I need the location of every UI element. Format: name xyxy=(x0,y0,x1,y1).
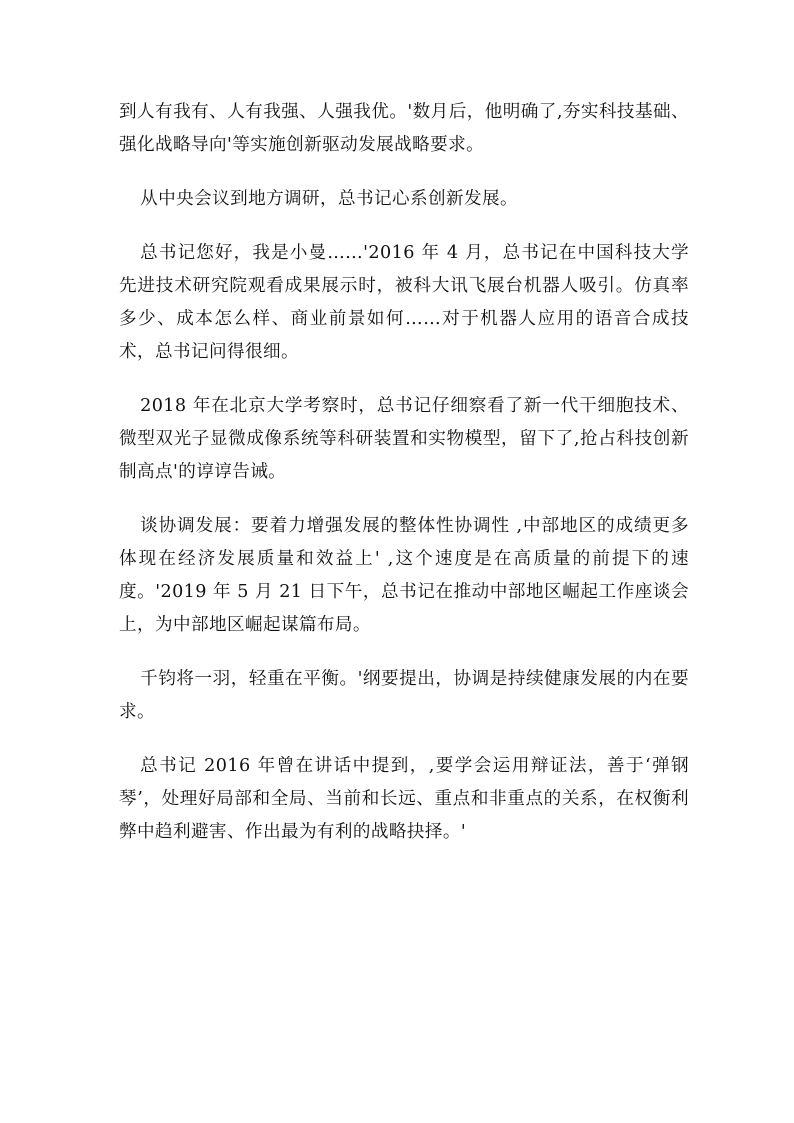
paragraph-7: 总书记 2016 年曾在讲话中提到，,要学会运用辩证法，善于‘弹钢琴’，处理好局部和全局、当前和长远、重点和非重点的关系，在权衡利弊中趋利避害、作出最为有利的战略抉择。' xyxy=(119,756,689,842)
paragraph-6: 千钧将一羽，轻重在平衡。'纲要提出，协调是持续健康发展的内在要求。 xyxy=(119,669,689,722)
paragraph-1: 到人有我有、人有我强、人强我优。'数月后，他明确了,夯实科技基础、强化战略导向'等实施创新驱动发展战略要求。 xyxy=(119,102,689,155)
paragraph-2: 从中央会议到地方调研，总书记心系创新发展。 xyxy=(140,189,518,209)
document-body xyxy=(119,96,689,870)
paragraph-4: 2018 年在北京大学考察时，总书记仔细察看了新一代干细胞技术、微型双光子显微成像系统等科研装置和实物模型，留下了,抢占科技创新制高点'的谆谆告诫。 xyxy=(119,396,689,482)
paragraph-5: 谈协调发展：要着力增强发展的整体性协调性 ,中部地区的成绩更多体现在经济发展质量和效益上' ,这个速度是在高质量的前提下的速度。'2019 年 5 月 21 日下午，总书记在推动中部地区崛起工作座谈会上，为中部地区崛起谋篇布局。 xyxy=(119,516,689,635)
paragraph-3: 总书记您好，我是小曼……'2016 年 4 月，总书记在中国科技大学先进技术研究院观看成果展示时，被科大讯飞展台机器人吸引。仿真率多少、成本怎么样、商业前景如何……对于机器人应用的语音合成技术，总书记问得很细。 xyxy=(119,243,689,362)
